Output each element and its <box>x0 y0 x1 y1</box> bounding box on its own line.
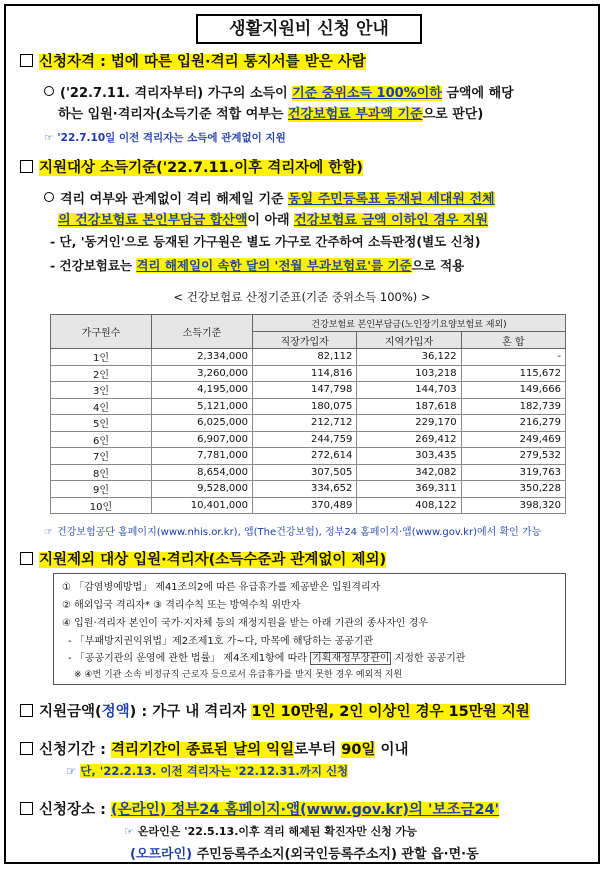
table-source-note: ☞ 건강보험공단 홈페이지(www.nhis.or.kr), 앱(The건강보험), 정부24 홈페이지·앱(www.gov.kr)에서 확인 가능 <box>44 527 542 538</box>
table-row <box>51 382 566 399</box>
table-cell: 342,082 <box>357 464 461 481</box>
table-cell: 334,652 <box>253 481 357 498</box>
table-cell: 5,121,000 <box>152 398 253 415</box>
table-cell: 149,666 <box>461 382 565 399</box>
table-cell: 103,218 <box>357 365 461 382</box>
exclusion-item-4a: - 「부패방지권익위법」제2조제1호 가~다, 마목에 해당하는 공공기관 <box>68 636 374 647</box>
period-note: ☞ 단, '22.2.13. 이전 격리자는 '22.12.31.까지 신청 <box>66 764 349 778</box>
table-row <box>51 464 566 481</box>
table-cell: 369,311 <box>357 481 461 498</box>
table-cell: 8,654,000 <box>152 464 253 481</box>
income-bullet-line2: 의 건강보험료 본인부담금 합산액이 아래 건강보험료 금액 이하인 경우 지원 <box>58 213 489 228</box>
table-cell: 187,618 <box>357 398 461 415</box>
eligibility-bullet-line2: 하는 입원·격리자(소득기준 적합 여부는 건강보험료 부과액 기준으로 판단) <box>58 107 484 122</box>
table-cell: 115,672 <box>461 365 565 382</box>
table-cell: - <box>461 349 565 366</box>
table-cell: 4인 <box>51 398 152 415</box>
col-income: 소득기준 <box>152 315 253 349</box>
table-cell: 82,112 <box>253 349 357 366</box>
table-row <box>51 448 566 465</box>
pointing-hand-icon: ☞ <box>66 764 77 778</box>
table-cell: 9,528,000 <box>152 481 253 498</box>
offline-place: (오프라인) 주민등록주소지(외국인등록주소지) 관할 읍·면·동 <box>130 847 479 862</box>
page-title: 생활지원비 신청 안내 <box>196 14 422 44</box>
table-cell: 212,712 <box>253 415 357 432</box>
table-cell: 2,334,000 <box>152 349 253 366</box>
table-cell: 182,739 <box>461 398 565 415</box>
table-cell: 279,532 <box>461 448 565 465</box>
table-row <box>51 481 566 498</box>
exclusion-note: ※ ④번 기관 소속 비정규직 근로자 등으로서 유급휴가를 받지 못한 경우 예외적 지원 <box>74 670 403 680</box>
table-cell: 3,260,000 <box>152 365 253 382</box>
pointing-hand-icon: ☞ <box>124 825 134 838</box>
table-cell: 229,170 <box>357 415 461 432</box>
table-cell: 180,075 <box>253 398 357 415</box>
square-bullet-icon <box>20 742 33 755</box>
table-cell: 7인 <box>51 448 152 465</box>
circle-bullet-icon <box>44 86 54 96</box>
eligibility-note: ☞ '22.7.10일 이전 격리자는 소득에 관계없이 지원 <box>44 132 286 144</box>
table-cell: 3인 <box>51 382 152 399</box>
income-bullet: 격리 여부와 관계없이 격리 해제일 기준 동일 주민등록표 등재된 세대원 전체 <box>44 188 495 207</box>
table-cell: 303,435 <box>357 448 461 465</box>
exclusion-box <box>53 573 566 685</box>
section-eligibility-heading: 신청자격 : 법에 따른 입원·격리 통지서를 받은 사람 <box>20 50 366 71</box>
table-cell: 244,759 <box>253 431 357 448</box>
table-cell: 36,122 <box>357 349 461 366</box>
col-mixed: 혼 합 <box>461 332 565 349</box>
table-row <box>51 497 566 514</box>
table-cell: 147,798 <box>253 382 357 399</box>
table-cell: 307,505 <box>253 464 357 481</box>
pointing-hand-icon: ☞ <box>44 527 53 538</box>
table-cell: 370,489 <box>253 497 357 514</box>
table-cell: 10,401,000 <box>152 497 253 514</box>
online-note: ☞ 온라인은 '22.5.13.이후 격리 해제된 확진자만 신청 가능 <box>124 825 417 838</box>
income-dash-1: - 단, '동거인'으로 등재된 가구원은 별도 가구로 간주하여 소득판정(별도 신청) <box>50 234 481 249</box>
table-cell: 2인 <box>51 365 152 382</box>
exclusion-item-4b: - 「공공기관의 운영에 관한 법률」 제4조제1항에 따라 기획재정부장관이 지정한 공공기관 <box>68 653 466 664</box>
eligibility-bullet: ('22.7.11. 격리자부터) 가구의 소득이 기준 중위소득 100%이하 금액에 해당 <box>44 82 514 101</box>
square-bullet-icon <box>20 552 33 565</box>
col-household: 가구원수 <box>51 315 152 349</box>
table-cell: 4,195,000 <box>152 382 253 399</box>
table-row <box>51 365 566 382</box>
section-amount-heading: 지원금액(정액) : 가구 내 격리자 1인 10만원, 2인 이상인 경우 15만원 지원 <box>20 700 530 721</box>
table-cell: 144,703 <box>357 382 461 399</box>
table-cell: 10인 <box>51 497 152 514</box>
table-cell: 9인 <box>51 481 152 498</box>
square-bullet-icon <box>20 704 33 717</box>
table-cell: 319,763 <box>461 464 565 481</box>
table-cell: 5인 <box>51 415 152 432</box>
table-row <box>51 431 566 448</box>
table-row <box>51 415 566 432</box>
section-income-criteria-heading: 지원대상 소득기준('22.7.11.이후 격리자에 한함) <box>20 156 363 177</box>
table-row <box>51 349 566 366</box>
table-caption: < 건강보험료 산정기준표(기준 중위소득 100%) > <box>173 290 431 304</box>
table-cell: 398,320 <box>461 497 565 514</box>
table-row <box>51 398 566 415</box>
section-period-heading: 신청기간 : 격리기간이 종료된 날의 익일로부터 90일 이내 <box>20 738 409 759</box>
col-regional: 지역가입자 <box>357 332 461 349</box>
income-dash-2: - 건강보험료는 격리 해제일이 속한 달의 '전월 부과보험료'를 기준으로 적용 <box>50 258 465 273</box>
table-cell: 350,228 <box>461 481 565 498</box>
table-cell: 6,025,000 <box>152 415 253 432</box>
table-cell: 6인 <box>51 431 152 448</box>
square-bullet-icon <box>20 54 33 67</box>
table-cell: 269,412 <box>357 431 461 448</box>
table-cell: 249,469 <box>461 431 565 448</box>
table-cell: 216,279 <box>461 415 565 432</box>
table-cell: 114,816 <box>253 365 357 382</box>
exclusion-item-2: ② 해외입국 격리자* ③ 격리수칙 또는 방역수칙 위반자 <box>62 600 301 611</box>
table-cell: 272,614 <box>253 448 357 465</box>
col-workplace: 직장가입자 <box>253 332 357 349</box>
table-cell: 7,781,000 <box>152 448 253 465</box>
table-cell: 1인 <box>51 349 152 366</box>
pointing-hand-icon: ☞ <box>44 132 54 144</box>
section-exclusion-heading: 지원제외 대상 입원·격리자(소득수준과 관계없이 제외) <box>20 548 386 569</box>
exclusion-item-4: ④ 입원·격리자 본인이 국가·지자체 등의 재정지원을 받는 아래 기관의 종사자인 경우 <box>62 618 428 629</box>
circle-bullet-icon <box>44 192 54 202</box>
notice-page <box>4 4 600 864</box>
table-cell: 8인 <box>51 464 152 481</box>
section-place-heading: 신청장소 : (온라인) 정부24 홈페이지·앱(www.gov.kr)의 '보조금24' <box>20 798 499 819</box>
table-cell: 6,907,000 <box>152 431 253 448</box>
square-bullet-icon <box>20 160 33 173</box>
col-premium-group: 건강보험료 본인부담금(노인장기요양보험료 제외) <box>253 315 566 332</box>
exclusion-item-1: ① 「감염병예방법」 제41조의2에 따른 유급휴가를 제공받은 입원격리자 <box>62 582 381 593</box>
insurance-standard-table <box>50 314 566 514</box>
table-cell: 408,122 <box>357 497 461 514</box>
square-bullet-icon <box>20 802 33 815</box>
